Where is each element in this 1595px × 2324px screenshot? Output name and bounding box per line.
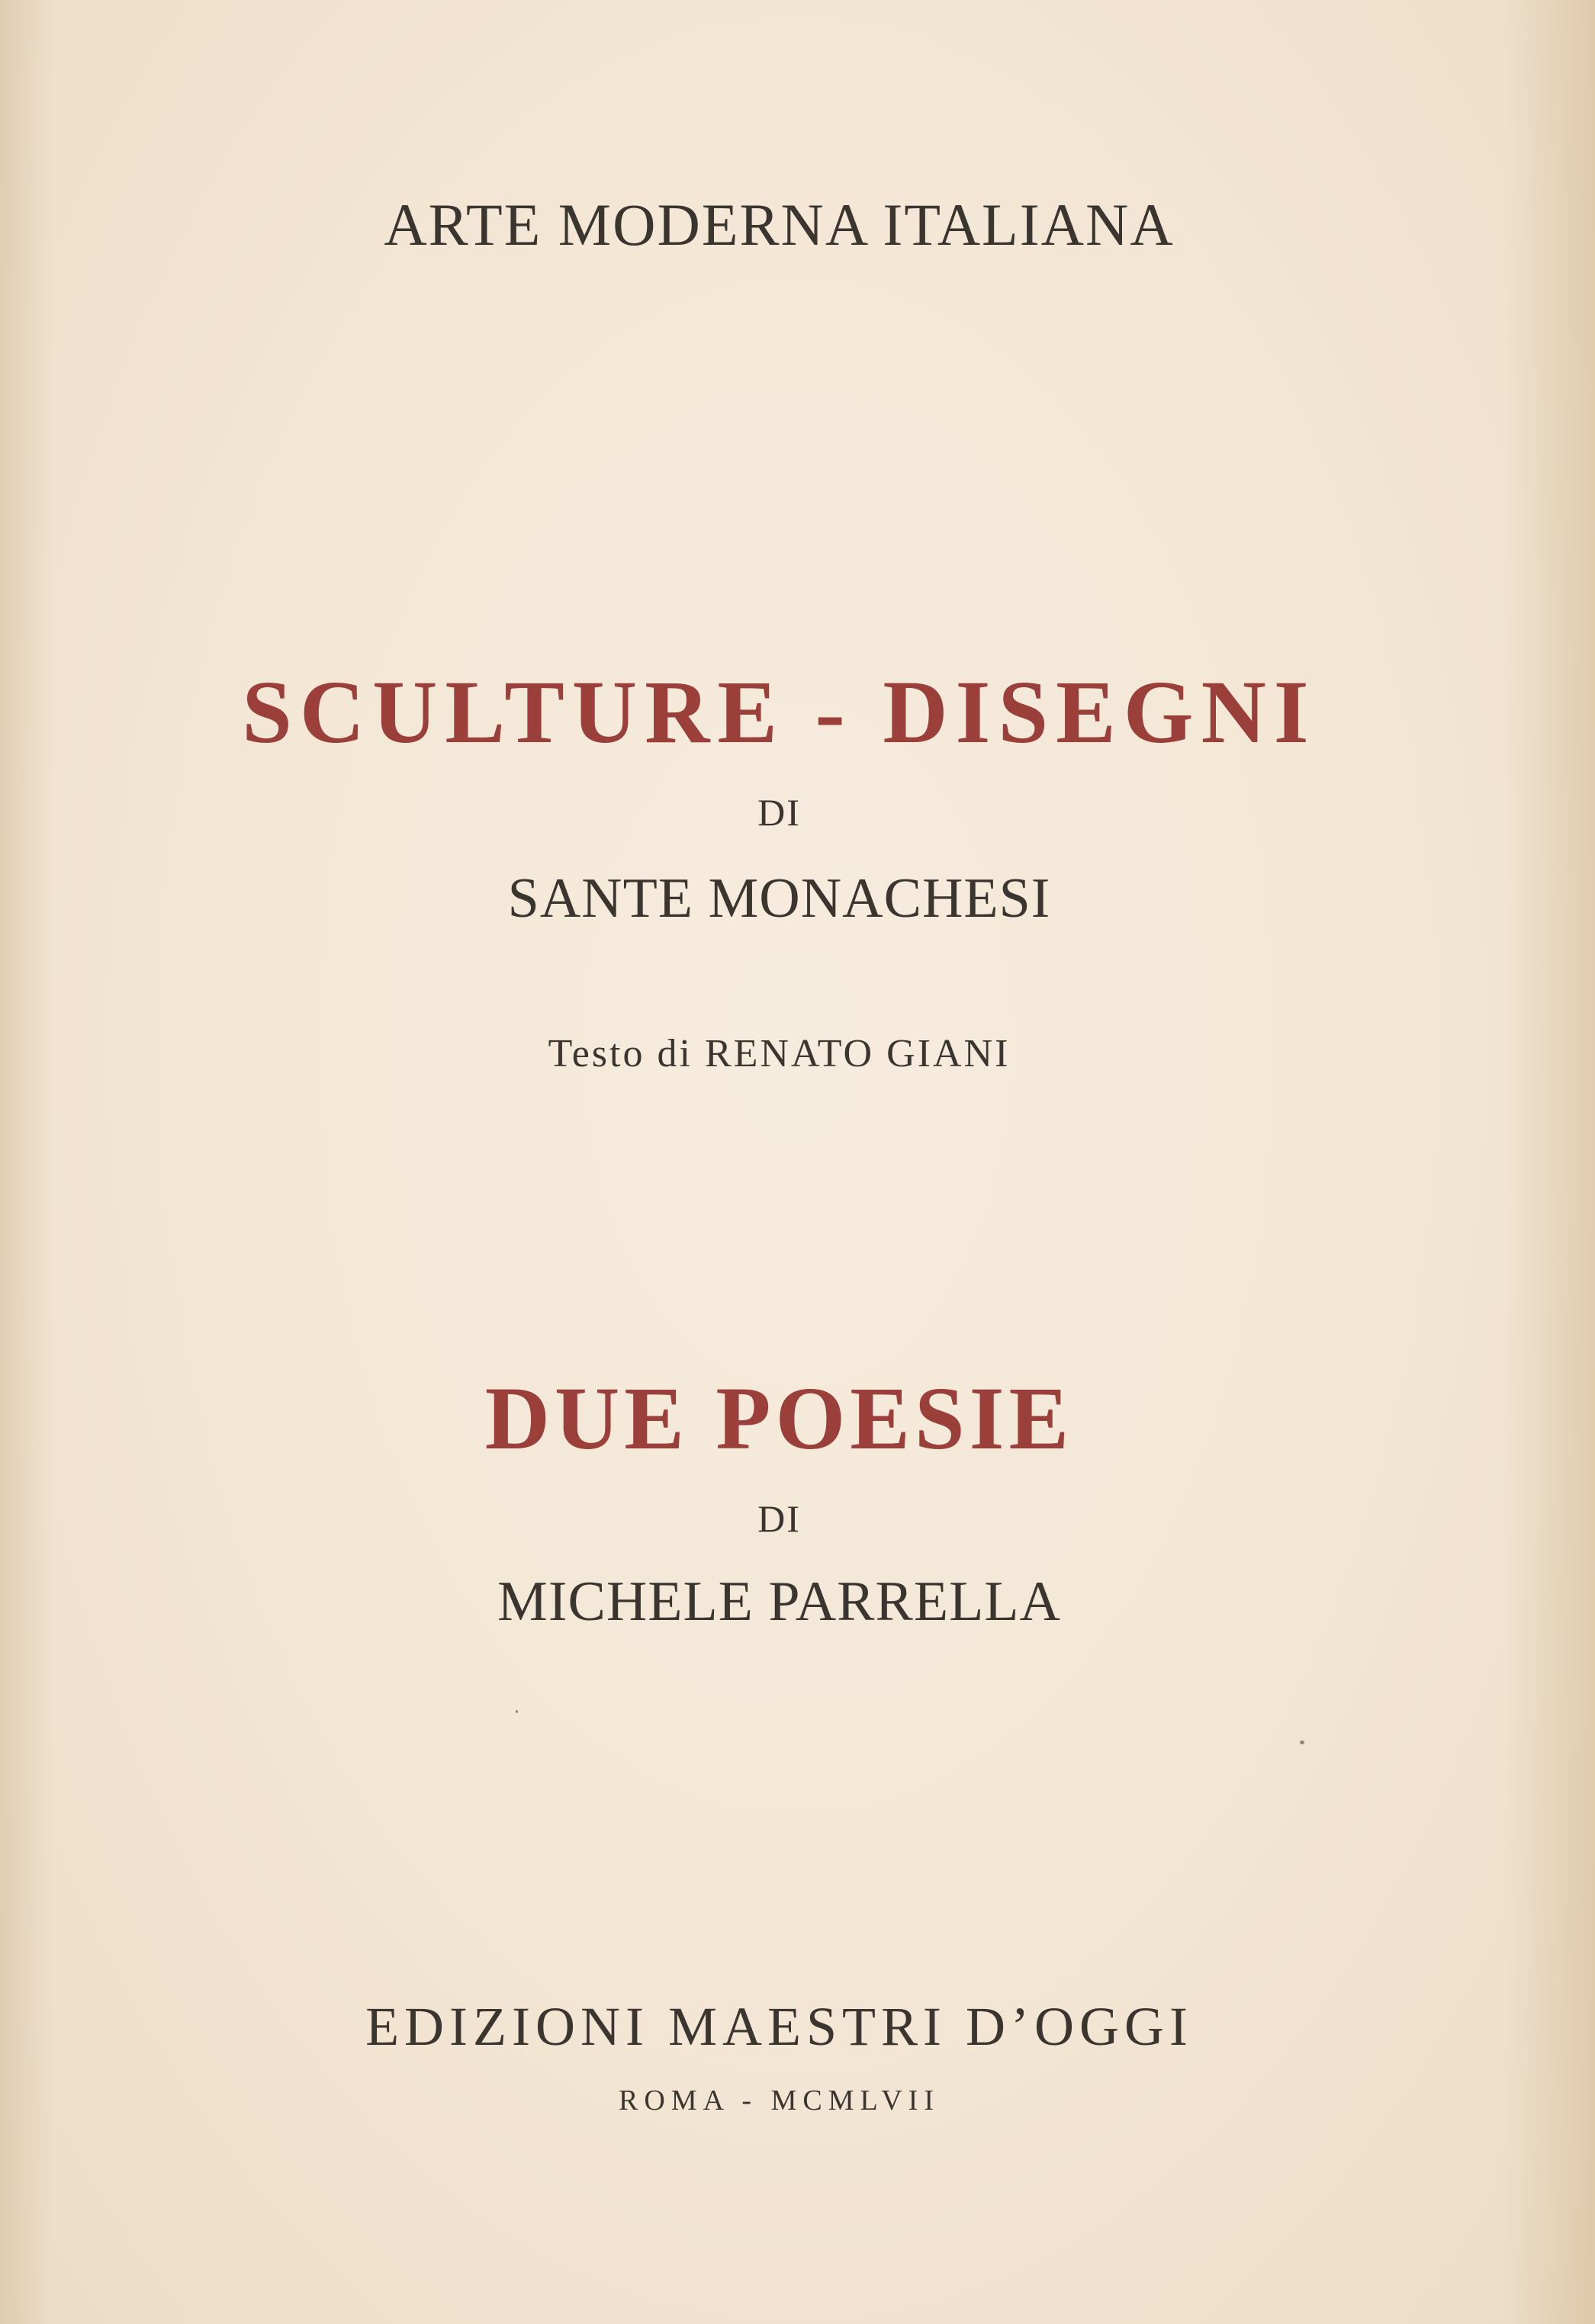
publisher-name: EDIZIONI MAESTRI D’OGGI (365, 1996, 1193, 2057)
page-right-edge-shadow (1503, 0, 1595, 2324)
work-1-author: SANTE MONACHESI (507, 867, 1051, 930)
work-1-by: DI (757, 791, 801, 834)
work-2-by: DI (757, 1497, 801, 1540)
work-2-title: DUE POESIE (484, 1368, 1074, 1468)
series-title: ARTE MODERNA ITALIANA (384, 191, 1175, 258)
paper-speck (1300, 1741, 1304, 1744)
work-1-title: SCULTURE - DISEGNI (242, 662, 1317, 762)
publisher-place-year: ROMA - MCMLVII (619, 2085, 940, 2117)
paper-speck (516, 1710, 518, 1713)
work-2-author: MICHELE PARRELLA (497, 1570, 1061, 1633)
work-1-text-credit: Testo di RENATO GIANI (548, 1032, 1011, 1075)
page-left-edge-shadow (0, 0, 53, 2324)
